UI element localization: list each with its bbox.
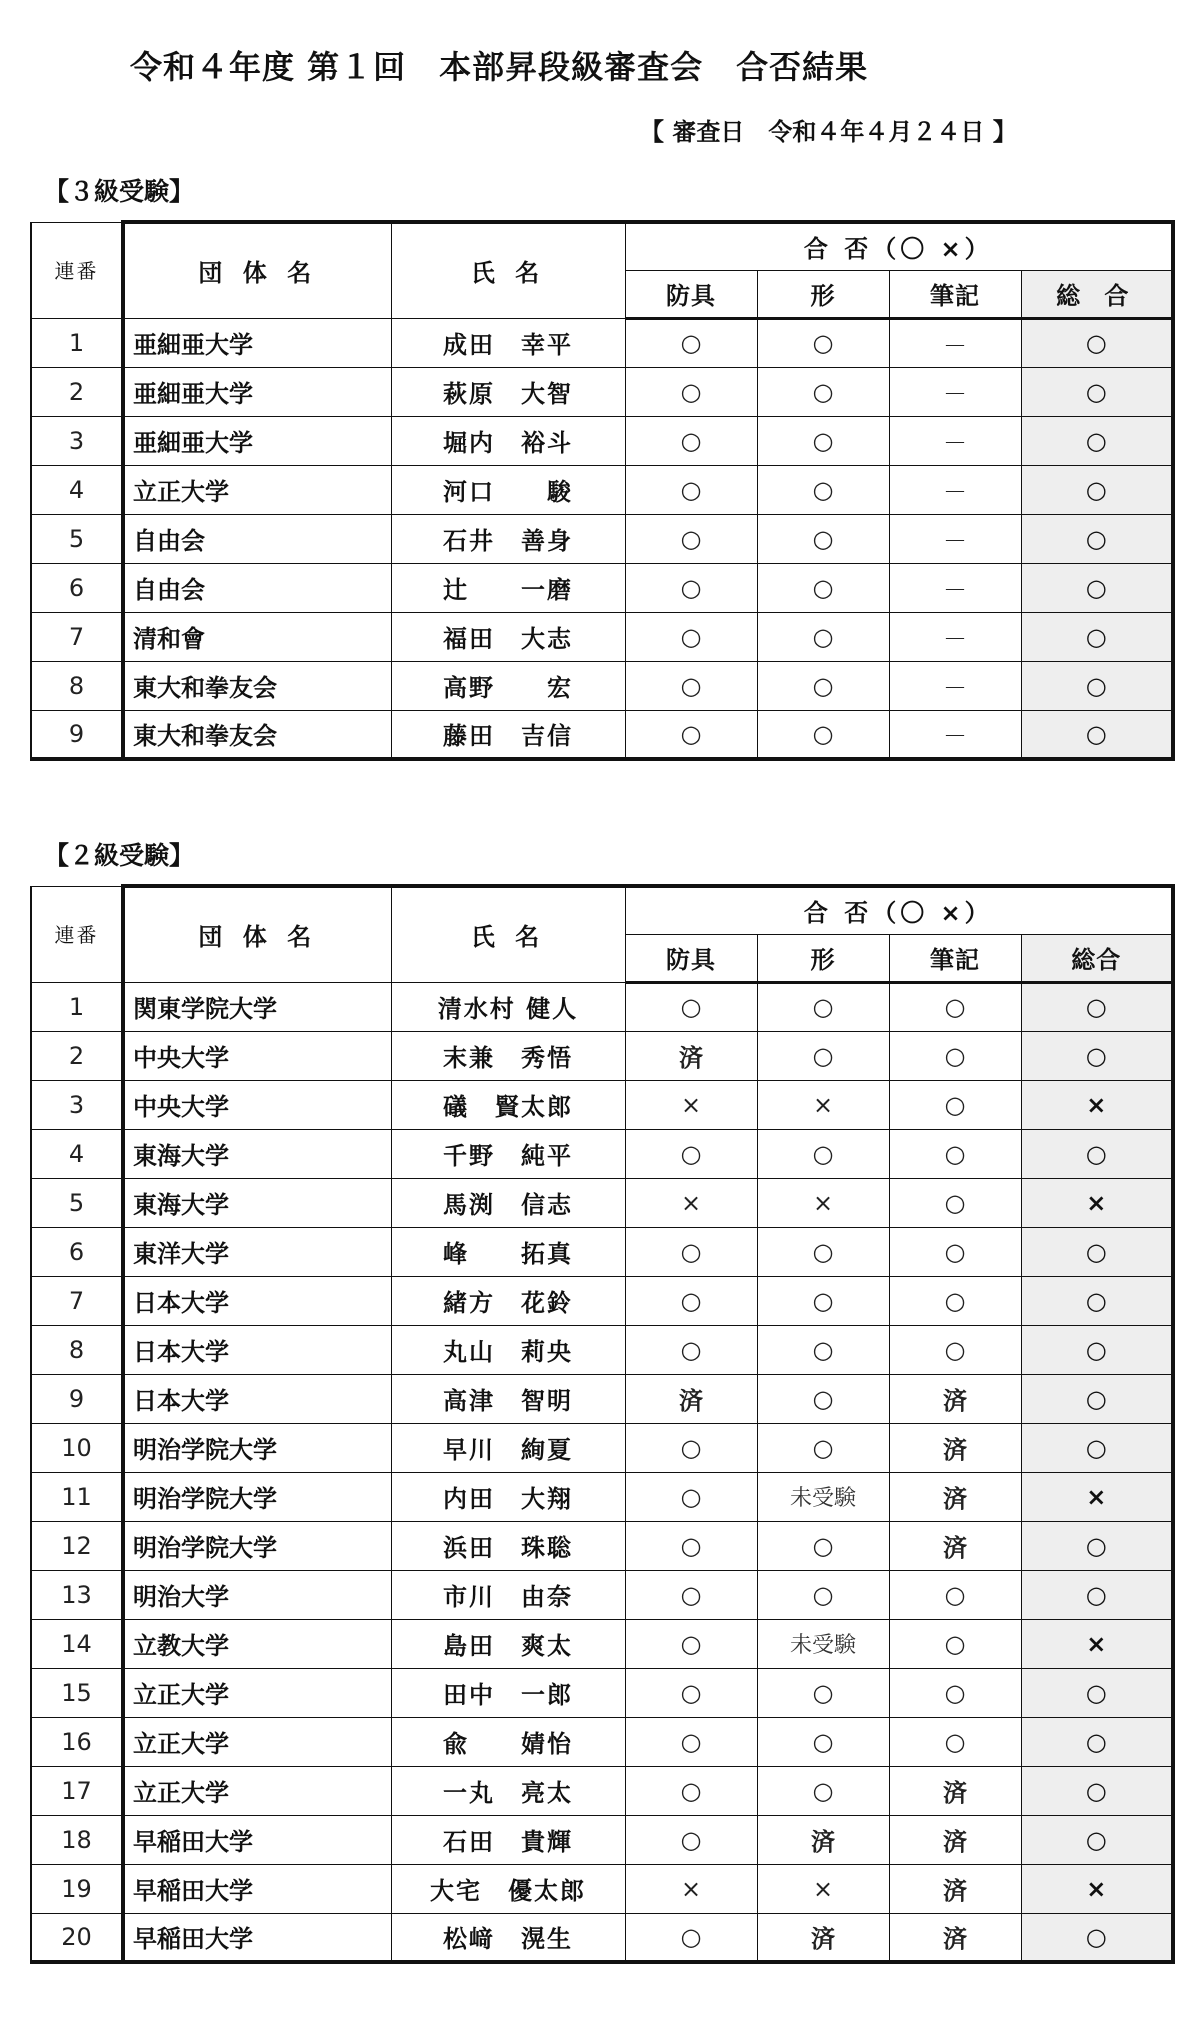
header-no: 連番 bbox=[31, 886, 123, 982]
table-row bbox=[31, 367, 1173, 416]
header-sougou: 総合 bbox=[1021, 934, 1173, 982]
row-bougu: ○ bbox=[625, 1913, 757, 1962]
section-3kyu-label: 【３級受験】 bbox=[44, 177, 195, 206]
row-kata: ○ bbox=[757, 612, 889, 661]
row-name: 高野 宏 bbox=[391, 661, 625, 710]
table-row bbox=[31, 1570, 1173, 1619]
row-total: ○ bbox=[1021, 1129, 1173, 1178]
table-row bbox=[31, 1325, 1173, 1374]
row-kata: ○ bbox=[757, 367, 889, 416]
row-kata: × bbox=[757, 1178, 889, 1227]
row-kata: ○ bbox=[757, 710, 889, 759]
row-name: 早川 絢夏 bbox=[391, 1423, 625, 1472]
row-name: 礒 賢太郎 bbox=[391, 1080, 625, 1129]
table-row bbox=[31, 318, 1173, 367]
results-table-3kyu bbox=[30, 220, 1175, 761]
row-total: × bbox=[1021, 1619, 1173, 1668]
row-no: 2 bbox=[31, 1031, 123, 1080]
row-org: 亜細亜大学 bbox=[123, 416, 391, 465]
row-total: ○ bbox=[1021, 416, 1173, 465]
row-total: ○ bbox=[1021, 612, 1173, 661]
row-name: 島田 爽太 bbox=[391, 1619, 625, 1668]
row-no: 10 bbox=[31, 1423, 123, 1472]
table-row bbox=[31, 1619, 1173, 1668]
table-row bbox=[31, 1374, 1173, 1423]
row-name: 一丸 亮太 bbox=[391, 1766, 625, 1815]
table-row bbox=[31, 1766, 1173, 1815]
row-org: 早稲田大学 bbox=[123, 1815, 391, 1864]
row-total: ○ bbox=[1021, 1668, 1173, 1717]
table-row bbox=[31, 563, 1173, 612]
row-bougu: ○ bbox=[625, 1325, 757, 1374]
header-org: 団 体 名 bbox=[123, 222, 391, 318]
row-bougu: ○ bbox=[625, 1472, 757, 1521]
row-no: 5 bbox=[31, 1178, 123, 1227]
row-org: 自由会 bbox=[123, 563, 391, 612]
row-name: 田中 一郎 bbox=[391, 1668, 625, 1717]
table-row bbox=[31, 1129, 1173, 1178]
row-hikki: － bbox=[889, 416, 1021, 465]
row-hikki: ○ bbox=[889, 1717, 1021, 1766]
row-bougu: 済 bbox=[625, 1374, 757, 1423]
header-name: 氏 名 bbox=[391, 886, 625, 982]
row-total: ○ bbox=[1021, 514, 1173, 563]
row-bougu: ○ bbox=[625, 982, 757, 1031]
row-org: 明治大学 bbox=[123, 1570, 391, 1619]
row-bougu: ○ bbox=[625, 612, 757, 661]
row-total: ○ bbox=[1021, 1276, 1173, 1325]
row-kata: 未受験 bbox=[757, 1619, 889, 1668]
row-bougu: × bbox=[625, 1864, 757, 1913]
row-no: 6 bbox=[31, 1227, 123, 1276]
row-no: 3 bbox=[31, 1080, 123, 1129]
row-bougu: ○ bbox=[625, 416, 757, 465]
row-total: ○ bbox=[1021, 465, 1173, 514]
row-hikki: ○ bbox=[889, 1619, 1021, 1668]
table-row bbox=[31, 612, 1173, 661]
header-bougu: 防具 bbox=[625, 934, 757, 982]
row-no: 8 bbox=[31, 1325, 123, 1374]
row-bougu: ○ bbox=[625, 1129, 757, 1178]
row-bougu: ○ bbox=[625, 1766, 757, 1815]
row-hikki: 済 bbox=[889, 1864, 1021, 1913]
exam-date: 【 審査日 令和４年４月２４日 】 bbox=[640, 118, 1017, 146]
row-name: 萩原 大智 bbox=[391, 367, 625, 416]
header-result: 合 否（〇 ×） bbox=[625, 222, 1173, 270]
row-total: × bbox=[1021, 1472, 1173, 1521]
row-no: 3 bbox=[31, 416, 123, 465]
row-total: ○ bbox=[1021, 710, 1173, 759]
row-kata: ○ bbox=[757, 1325, 889, 1374]
row-name: 福田 大志 bbox=[391, 612, 625, 661]
row-bougu: ○ bbox=[625, 465, 757, 514]
row-no: 9 bbox=[31, 710, 123, 759]
row-no: 12 bbox=[31, 1521, 123, 1570]
row-kata: ○ bbox=[757, 1276, 889, 1325]
table-row bbox=[31, 1815, 1173, 1864]
row-hikki: － bbox=[889, 367, 1021, 416]
row-bougu: ○ bbox=[625, 1276, 757, 1325]
header-hikki: 筆記 bbox=[889, 934, 1021, 982]
row-total: ○ bbox=[1021, 982, 1173, 1031]
row-no: 15 bbox=[31, 1668, 123, 1717]
row-hikki: 済 bbox=[889, 1423, 1021, 1472]
row-total: ○ bbox=[1021, 1227, 1173, 1276]
row-hikki: ○ bbox=[889, 1227, 1021, 1276]
row-hikki: － bbox=[889, 465, 1021, 514]
row-kata: ○ bbox=[757, 1521, 889, 1570]
table-row bbox=[31, 1276, 1173, 1325]
row-no: 19 bbox=[31, 1864, 123, 1913]
row-hikki: － bbox=[889, 710, 1021, 759]
row-no: 13 bbox=[31, 1570, 123, 1619]
row-no: 16 bbox=[31, 1717, 123, 1766]
row-total: × bbox=[1021, 1864, 1173, 1913]
row-org: 東洋大学 bbox=[123, 1227, 391, 1276]
row-no: 18 bbox=[31, 1815, 123, 1864]
row-org: 清和會 bbox=[123, 612, 391, 661]
row-no: 4 bbox=[31, 465, 123, 514]
row-org: 亜細亜大学 bbox=[123, 367, 391, 416]
row-name: 兪 婧怡 bbox=[391, 1717, 625, 1766]
row-no: 6 bbox=[31, 563, 123, 612]
row-no: 17 bbox=[31, 1766, 123, 1815]
row-name: 辻 一磨 bbox=[391, 563, 625, 612]
row-name: 松﨑 滉生 bbox=[391, 1913, 625, 1962]
row-hikki: ○ bbox=[889, 1668, 1021, 1717]
header-hikki: 筆記 bbox=[889, 270, 1021, 318]
row-no: 1 bbox=[31, 318, 123, 367]
row-no: 5 bbox=[31, 514, 123, 563]
row-org: 早稲田大学 bbox=[123, 1864, 391, 1913]
table-row bbox=[31, 1227, 1173, 1276]
row-no: 14 bbox=[31, 1619, 123, 1668]
row-bougu: ○ bbox=[625, 1521, 757, 1570]
row-no: 1 bbox=[31, 982, 123, 1031]
row-bougu: ○ bbox=[625, 1570, 757, 1619]
row-org: 東大和拳友会 bbox=[123, 661, 391, 710]
table-row bbox=[31, 416, 1173, 465]
row-hikki: － bbox=[889, 661, 1021, 710]
row-kata: 済 bbox=[757, 1815, 889, 1864]
row-org: 亜細亜大学 bbox=[123, 318, 391, 367]
row-name: 丸山 莉央 bbox=[391, 1325, 625, 1374]
header-kata: 形 bbox=[757, 270, 889, 318]
row-hikki: 済 bbox=[889, 1521, 1021, 1570]
row-org: 東海大学 bbox=[123, 1129, 391, 1178]
page-title: 令和４年度 第１回 本部昇段級審査会 合否結果 bbox=[130, 48, 869, 86]
header-org: 団 体 名 bbox=[123, 886, 391, 982]
table-row bbox=[31, 1178, 1173, 1227]
row-no: 7 bbox=[31, 612, 123, 661]
row-name: 内田 大翔 bbox=[391, 1472, 625, 1521]
row-hikki: ○ bbox=[889, 1276, 1021, 1325]
results-table-2kyu bbox=[30, 884, 1175, 1964]
row-hikki: － bbox=[889, 563, 1021, 612]
row-name: 浜田 珠聡 bbox=[391, 1521, 625, 1570]
row-name: 末兼 秀悟 bbox=[391, 1031, 625, 1080]
row-name: 堀内 裕斗 bbox=[391, 416, 625, 465]
table-row bbox=[31, 1717, 1173, 1766]
row-bougu: ○ bbox=[625, 1668, 757, 1717]
row-name: 石井 善身 bbox=[391, 514, 625, 563]
row-org: 立正大学 bbox=[123, 1668, 391, 1717]
row-bougu: ○ bbox=[625, 661, 757, 710]
row-kata: ○ bbox=[757, 1031, 889, 1080]
row-hikki: ○ bbox=[889, 1129, 1021, 1178]
table-row bbox=[31, 465, 1173, 514]
table-row bbox=[31, 1031, 1173, 1080]
row-org: 立正大学 bbox=[123, 1717, 391, 1766]
row-name: 千野 純平 bbox=[391, 1129, 625, 1178]
row-bougu: ○ bbox=[625, 1227, 757, 1276]
row-name: 河口 駿 bbox=[391, 465, 625, 514]
row-kata: ○ bbox=[757, 1766, 889, 1815]
row-bougu: × bbox=[625, 1178, 757, 1227]
row-kata: ○ bbox=[757, 318, 889, 367]
row-bougu: ○ bbox=[625, 1717, 757, 1766]
section-2kyu-label: 【２級受験】 bbox=[44, 841, 195, 870]
row-org: 立正大学 bbox=[123, 1766, 391, 1815]
row-kata: ○ bbox=[757, 982, 889, 1031]
row-kata: ○ bbox=[757, 514, 889, 563]
row-hikki: 済 bbox=[889, 1766, 1021, 1815]
header-no: 連番 bbox=[31, 222, 123, 318]
row-org: 中央大学 bbox=[123, 1031, 391, 1080]
row-name: 石田 貴輝 bbox=[391, 1815, 625, 1864]
row-total: ○ bbox=[1021, 1423, 1173, 1472]
row-total: ○ bbox=[1021, 661, 1173, 710]
row-bougu: ○ bbox=[625, 710, 757, 759]
row-kata: ○ bbox=[757, 1717, 889, 1766]
row-org: 立正大学 bbox=[123, 465, 391, 514]
row-name: 峰 拓真 bbox=[391, 1227, 625, 1276]
table-row bbox=[31, 1080, 1173, 1129]
row-hikki: ○ bbox=[889, 1080, 1021, 1129]
table-row bbox=[31, 982, 1173, 1031]
row-no: 4 bbox=[31, 1129, 123, 1178]
row-hikki: 済 bbox=[889, 1815, 1021, 1864]
row-name: 藤田 吉信 bbox=[391, 710, 625, 759]
row-kata: ○ bbox=[757, 1668, 889, 1717]
row-total: ○ bbox=[1021, 1325, 1173, 1374]
header-bougu: 防具 bbox=[625, 270, 757, 318]
row-bougu: × bbox=[625, 1080, 757, 1129]
row-total: ○ bbox=[1021, 1717, 1173, 1766]
row-org: 自由会 bbox=[123, 514, 391, 563]
row-name: 大宅 優太郎 bbox=[391, 1864, 625, 1913]
row-org: 日本大学 bbox=[123, 1374, 391, 1423]
row-kata: ○ bbox=[757, 465, 889, 514]
row-bougu: ○ bbox=[625, 563, 757, 612]
row-total: ○ bbox=[1021, 1913, 1173, 1962]
row-total: ○ bbox=[1021, 1374, 1173, 1423]
row-no: 11 bbox=[31, 1472, 123, 1521]
header-kata: 形 bbox=[757, 934, 889, 982]
row-hikki: 済 bbox=[889, 1913, 1021, 1962]
row-org: 早稲田大学 bbox=[123, 1913, 391, 1962]
row-bougu: ○ bbox=[625, 1815, 757, 1864]
table-row bbox=[31, 710, 1173, 759]
row-kata: ○ bbox=[757, 563, 889, 612]
table-row bbox=[31, 514, 1173, 563]
row-bougu: ○ bbox=[625, 367, 757, 416]
row-kata: 未受験 bbox=[757, 1472, 889, 1521]
row-org: 立教大学 bbox=[123, 1619, 391, 1668]
row-org: 東大和拳友会 bbox=[123, 710, 391, 759]
header-name: 氏 名 bbox=[391, 222, 625, 318]
row-kata: ○ bbox=[757, 416, 889, 465]
row-kata: × bbox=[757, 1080, 889, 1129]
row-kata: ○ bbox=[757, 1374, 889, 1423]
row-no: 7 bbox=[31, 1276, 123, 1325]
row-total: ○ bbox=[1021, 367, 1173, 416]
row-name: 清水村 健人 bbox=[391, 982, 625, 1031]
row-total: ○ bbox=[1021, 1031, 1173, 1080]
row-org: 関東学院大学 bbox=[123, 982, 391, 1031]
row-hikki: ○ bbox=[889, 1031, 1021, 1080]
row-no: 8 bbox=[31, 661, 123, 710]
row-org: 明治学院大学 bbox=[123, 1472, 391, 1521]
row-org: 東海大学 bbox=[123, 1178, 391, 1227]
header-result: 合 否（〇 ×） bbox=[625, 886, 1173, 934]
row-total: ○ bbox=[1021, 563, 1173, 612]
table-row bbox=[31, 1521, 1173, 1570]
table-row bbox=[31, 1423, 1173, 1472]
row-hikki: 済 bbox=[889, 1472, 1021, 1521]
row-hikki: ○ bbox=[889, 982, 1021, 1031]
row-name: 高津 智明 bbox=[391, 1374, 625, 1423]
row-hikki: － bbox=[889, 612, 1021, 661]
row-kata: ○ bbox=[757, 1129, 889, 1178]
table-row bbox=[31, 1472, 1173, 1521]
row-org: 中央大学 bbox=[123, 1080, 391, 1129]
row-total: × bbox=[1021, 1080, 1173, 1129]
row-org: 日本大学 bbox=[123, 1325, 391, 1374]
row-bougu: ○ bbox=[625, 1619, 757, 1668]
row-total: ○ bbox=[1021, 1521, 1173, 1570]
row-hikki: ○ bbox=[889, 1570, 1021, 1619]
table-row bbox=[31, 1668, 1173, 1717]
row-bougu: 済 bbox=[625, 1031, 757, 1080]
row-no: 20 bbox=[31, 1913, 123, 1962]
row-hikki: ○ bbox=[889, 1178, 1021, 1227]
header-sougou: 総 合 bbox=[1021, 270, 1173, 318]
row-no: 9 bbox=[31, 1374, 123, 1423]
row-name: 成田 幸平 bbox=[391, 318, 625, 367]
row-hikki: 済 bbox=[889, 1374, 1021, 1423]
row-org: 明治学院大学 bbox=[123, 1423, 391, 1472]
row-total: ○ bbox=[1021, 1766, 1173, 1815]
row-hikki: ○ bbox=[889, 1325, 1021, 1374]
row-org: 日本大学 bbox=[123, 1276, 391, 1325]
row-name: 緒方 花鈴 bbox=[391, 1276, 625, 1325]
row-hikki: － bbox=[889, 318, 1021, 367]
row-no: 2 bbox=[31, 367, 123, 416]
row-kata: ○ bbox=[757, 661, 889, 710]
row-kata: ○ bbox=[757, 1423, 889, 1472]
row-bougu: ○ bbox=[625, 514, 757, 563]
row-kata: ○ bbox=[757, 1570, 889, 1619]
row-total: ○ bbox=[1021, 1815, 1173, 1864]
row-org: 明治学院大学 bbox=[123, 1521, 391, 1570]
table-row bbox=[31, 661, 1173, 710]
row-name: 市川 由奈 bbox=[391, 1570, 625, 1619]
row-bougu: ○ bbox=[625, 1423, 757, 1472]
row-kata: ○ bbox=[757, 1227, 889, 1276]
row-kata: × bbox=[757, 1864, 889, 1913]
row-hikki: － bbox=[889, 514, 1021, 563]
row-total: ○ bbox=[1021, 318, 1173, 367]
row-name: 馬渕 信志 bbox=[391, 1178, 625, 1227]
table-row bbox=[31, 1913, 1173, 1962]
row-total: ○ bbox=[1021, 1570, 1173, 1619]
row-bougu: ○ bbox=[625, 318, 757, 367]
table-row bbox=[31, 1864, 1173, 1913]
row-total: × bbox=[1021, 1178, 1173, 1227]
row-kata: 済 bbox=[757, 1913, 889, 1962]
